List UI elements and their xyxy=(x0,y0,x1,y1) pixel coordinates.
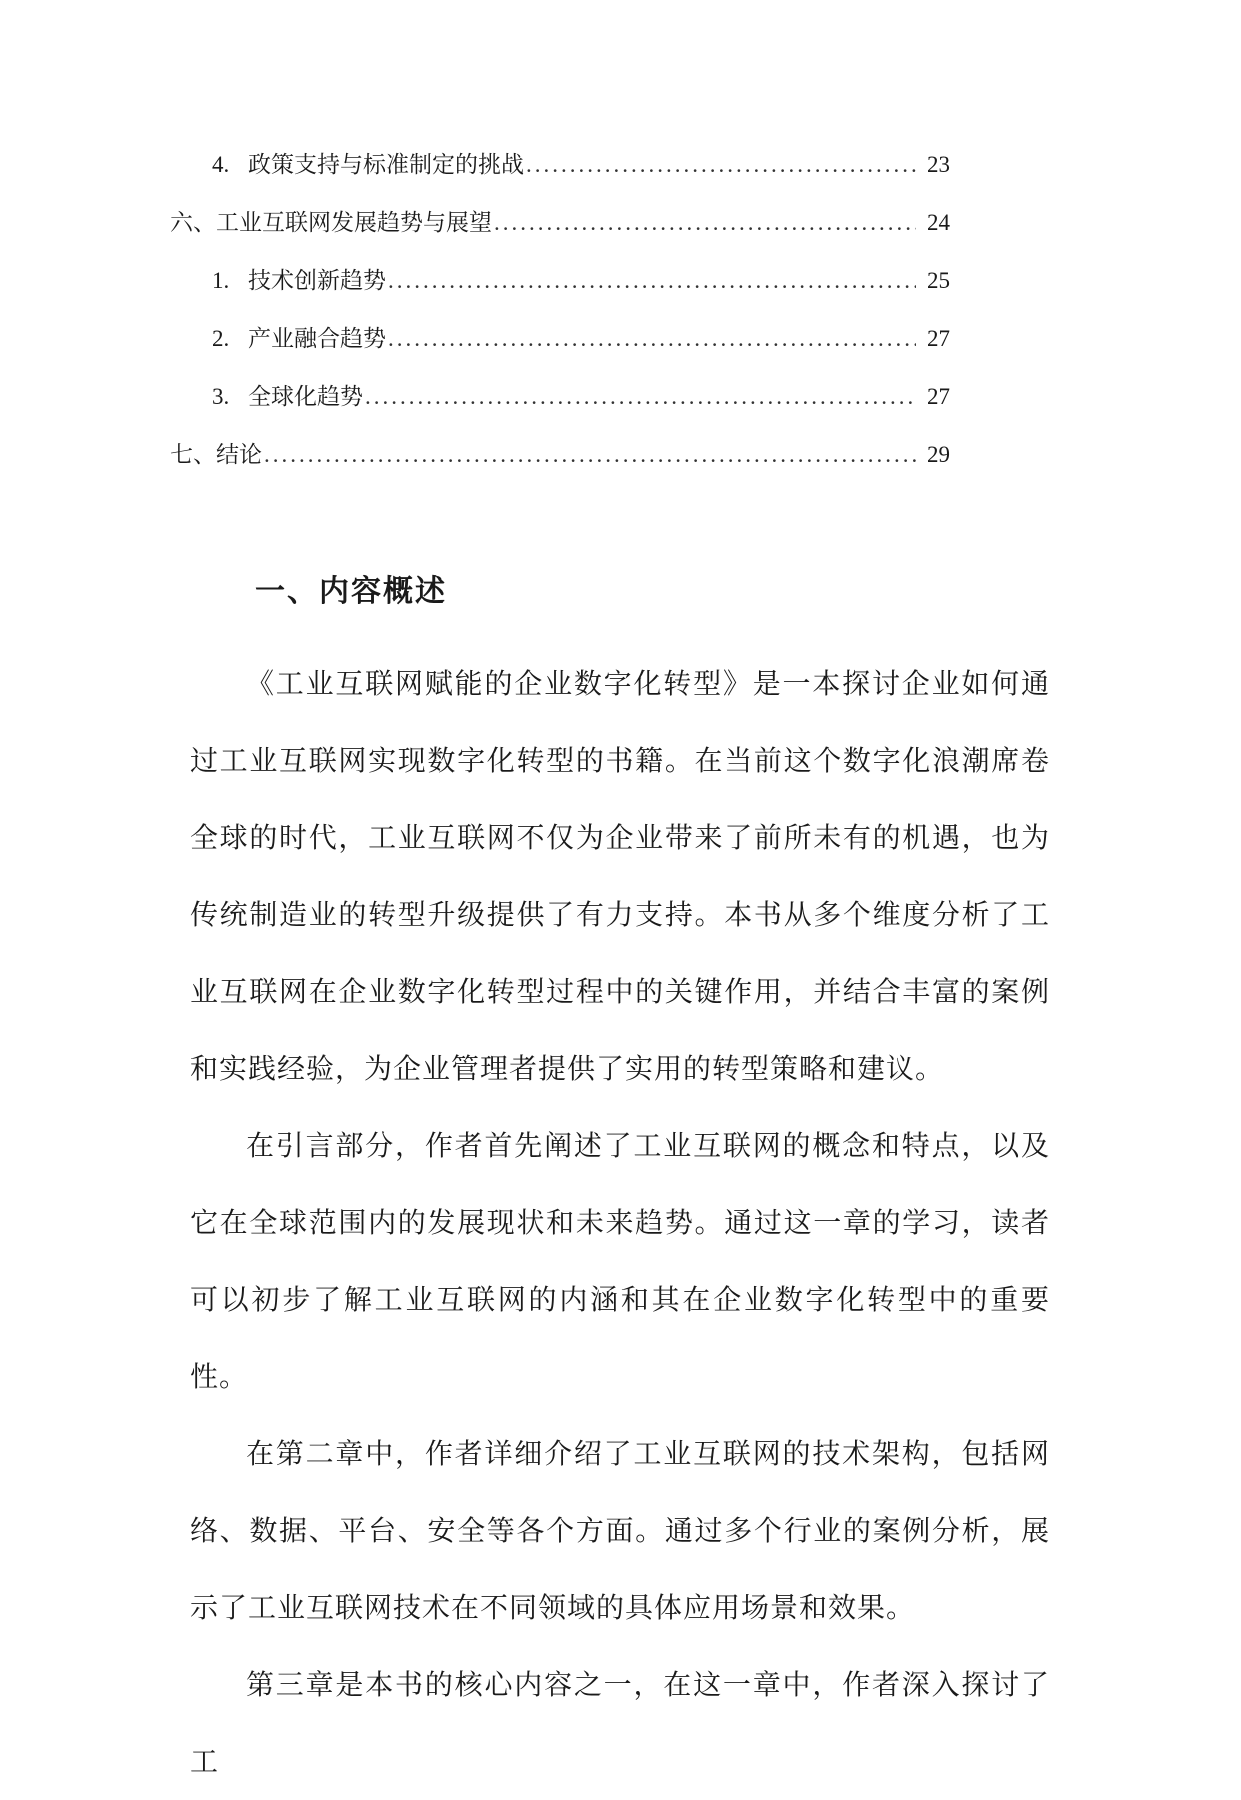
paragraph: 第三章是本书的核心内容之一，在这一章中，作者深入探讨了工 xyxy=(190,1668,1050,1778)
section-heading: 一、内容概述 xyxy=(255,574,447,609)
toc-entry-number: 1. xyxy=(212,268,230,293)
toc-entry-title: 六、工业互联网发展趋势与展望 xyxy=(170,210,492,236)
toc-entry[interactable] xyxy=(190,148,950,182)
toc-entry-title: 政策支持与标准制定的挑战 xyxy=(248,152,524,178)
toc-entry-page: 23 xyxy=(927,152,950,177)
toc-entry-page: 24 xyxy=(927,210,950,235)
paragraph: 在第二章中，作者详细介绍了工业互联网的技术架构，包括网络、数据、平台、安全等各个方面。通过多个行业的案例分析，展示了工业互联网技术在不同领域的具体应用场景和效果。 xyxy=(190,1437,1050,1624)
toc-entry-title: 技术创新趋势 xyxy=(248,268,386,294)
toc-entry-title: 产业融合趋势 xyxy=(248,326,386,352)
toc-leader-dots xyxy=(264,438,916,472)
toc-entry[interactable] xyxy=(190,322,950,356)
toc-entry-number: 2. xyxy=(212,326,230,351)
toc-entry-title: 全球化趋势 xyxy=(248,384,363,410)
body-text xyxy=(190,645,1050,1800)
toc-leader-dots xyxy=(388,264,916,298)
toc-entry-page: 25 xyxy=(927,268,950,293)
toc-leader-dots xyxy=(388,322,916,356)
toc-entry[interactable] xyxy=(190,264,950,298)
toc-entry-number: 4. xyxy=(212,152,230,177)
toc-entry-page: 27 xyxy=(927,326,950,351)
paragraph: 《工业互联网赋能的企业数字化转型》是一本探讨企业如何通过工业互联网实现数字化转型的书籍。在当前这个数字化浪潮席卷全球的时代，工业互联网不仅为企业带来了前所未有的机遇，也为传统制造业的转型升级提供了有力支持。本书从多个维度分析了工业互联网在企业数字化转型过程中的关键作用，并结合丰富的案例和实践经验，为企业管理者提供了实用的转型策略和建议。 xyxy=(190,667,1050,1085)
toc-leader-dots xyxy=(494,206,916,240)
toc-entry-page: 29 xyxy=(927,442,950,467)
toc-entry[interactable] xyxy=(170,206,950,240)
toc-leader-dots xyxy=(365,380,916,414)
paragraph: 在引言部分，作者首先阐述了工业互联网的概念和特点，以及它在全球范围内的发展现状和未来趋势。通过这一章的学习，读者可以初步了解工业互联网的内涵和其在企业数字化转型中的重要性。 xyxy=(190,1129,1050,1393)
toc-leader-dots xyxy=(526,148,916,182)
toc-entry[interactable] xyxy=(190,380,950,414)
toc-entry[interactable] xyxy=(170,438,950,472)
toc-entry-page: 27 xyxy=(927,384,950,409)
toc-entry-title: 七、结论 xyxy=(170,442,262,468)
toc-entry-number: 3. xyxy=(212,384,230,409)
